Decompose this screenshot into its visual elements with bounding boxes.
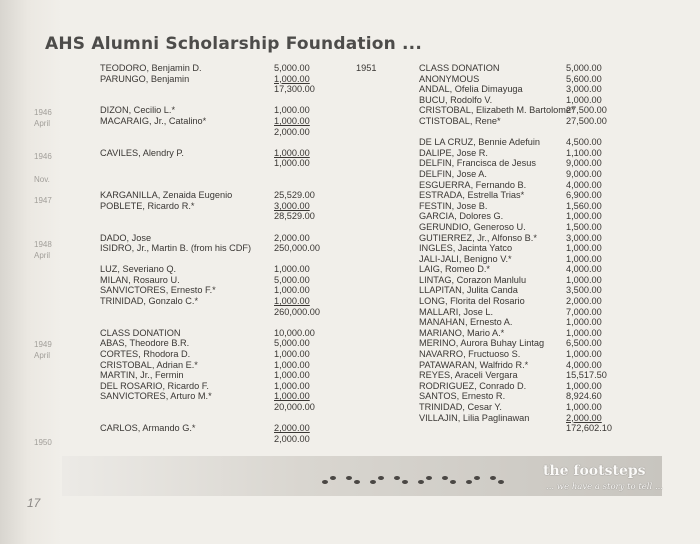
donation-amount: 1,000.00 — [566, 317, 602, 328]
donor-name: PATAWARAN, Walfrido R.* — [419, 359, 529, 370]
donor-name: LONG, Florita del Rosario — [419, 296, 525, 307]
page-title: AHS Alumni Scholarship Foundation ... — [45, 34, 422, 54]
donation-amount: 2,000.00 — [274, 232, 310, 243]
donation-amount: 3,000.00 — [566, 232, 602, 243]
donor-name: DE LA CRUZ, Bennie Adefuin — [419, 137, 541, 148]
donation-amount: 1,000.00 — [566, 402, 602, 412]
donation-amount: 1,000.00 — [274, 370, 310, 381]
donation-amount: 5,000.00 — [274, 338, 310, 349]
donor-name: TEODORO, Benjamin D. — [100, 63, 202, 73]
left-donation-amounts — [274, 63, 344, 444]
donation-amount: 3,000.00 — [566, 84, 602, 95]
donation-amount: 1,000.00 — [566, 274, 602, 285]
donation-amount: 2,000.00 — [566, 296, 602, 307]
donation-amount: 1,000.00 — [566, 253, 602, 264]
footer-brand: the footsteps — [543, 463, 646, 479]
donor-name: LINTAG, Corazon Manlulu — [419, 274, 527, 285]
donation-amount: 4,000.00 — [566, 359, 602, 370]
donation-amount — [274, 169, 344, 180]
footprint-icon — [344, 473, 362, 487]
donation-amount: 1,000.00 — [274, 285, 310, 296]
donor-name: CLASS DONATION — [100, 327, 181, 338]
donor-name: LLAPITAN, Julita Canda — [419, 285, 518, 296]
donation-amount: 2,000.00 — [274, 423, 310, 434]
donor-name: ANDAL, Ofelia Dimayuga — [419, 84, 523, 95]
donation-amount: 4,000.00 — [566, 179, 602, 190]
donor-name: MACARAIG, Jr., Catalino* — [100, 115, 207, 126]
donor-name: DELFIN, Francisca de Jesus — [419, 158, 536, 169]
donation-amount: 6,500.00 — [566, 338, 602, 349]
donation-amount: 6,900.00 — [566, 190, 602, 201]
donation-amount — [274, 254, 344, 265]
page-spine-shadow — [0, 0, 62, 544]
donor-name: ESTRADA, Estrella Trias* — [419, 190, 525, 201]
donor-name: LUZ, Severiano Q. — [100, 264, 177, 275]
donor-name: MANAHAN, Ernesto A. — [419, 317, 513, 328]
right-year-label: 1951 — [356, 63, 377, 73]
donation-amount: 3,000.00 — [274, 200, 310, 211]
donor-name: DIZON, Cecilio L.* — [100, 105, 176, 116]
donor-name: FESTIN, Jose B. — [419, 200, 488, 211]
donor-name: TRINIDAD, Cesar Y. — [419, 402, 502, 412]
donor-name: CTISTOBAL, Rene* — [419, 115, 501, 126]
donor-name: MARTIN, Jr., Fermin — [100, 370, 184, 381]
donor-name — [100, 84, 280, 95]
donor-name — [100, 169, 280, 180]
donation-amount: 4,000.00 — [566, 264, 602, 275]
footprint-icon — [440, 473, 458, 487]
month-label: April — [34, 251, 51, 260]
donor-name: DELFIN, Jose A. — [419, 168, 487, 179]
donor-name — [100, 307, 280, 318]
footprint-icon — [488, 473, 506, 487]
donor-name — [100, 317, 280, 328]
donor-name: SANVICTORES, Ernesto F.* — [100, 285, 216, 296]
donor-name — [100, 413, 280, 424]
footprint-icon — [464, 473, 482, 487]
donation-amount: 1,000.00 — [566, 211, 602, 222]
donor-name: GERUNDIO, Generoso U. — [419, 221, 526, 232]
donor-name: GUTIERREZ, Jr., Alfonso B.* — [419, 232, 537, 243]
donor-name: CRISTOBAL, Adrian E.* — [100, 359, 198, 370]
subtotal-amount: 20,000.00 — [274, 402, 315, 412]
footprint-icon — [416, 473, 434, 487]
donation-amount: 1,000.00 — [566, 349, 602, 360]
donor-name: INGLES, Jacinta Yatco — [419, 243, 513, 254]
left-donor-names — [100, 63, 280, 444]
grand-total-amount: 172,602.10 — [566, 423, 612, 434]
donor-name: CORTES, Rhodora D. — [100, 349, 191, 360]
donation-amount: 9,000.00 — [566, 168, 602, 179]
donation-amount: 1,100.00 — [566, 147, 602, 158]
donation-amount: 3,500.00 — [566, 285, 602, 296]
donor-name: MARIANO, Mario A.* — [419, 327, 505, 338]
donor-name: NAVARRO, Fructuoso S. — [419, 349, 521, 360]
donation-amount — [274, 413, 344, 424]
donor-name: REYES, Araceli Vergara — [419, 370, 518, 381]
donation-amount: 1,000.00 — [566, 243, 602, 254]
subtotal-amount: 260,000.00 — [274, 306, 320, 317]
donation-amount: 15,517.50 — [566, 370, 607, 381]
donor-name — [100, 127, 280, 138]
donor-name: DADO, Jose — [100, 232, 152, 243]
year-label: 1949 — [34, 340, 52, 349]
year-label: 1946 — [34, 152, 52, 161]
donation-amount: 5,600.00 — [566, 73, 602, 84]
footprint-icon — [320, 473, 338, 487]
donor-name: PARUNGO, Benjamin — [100, 73, 190, 84]
donation-amount: 25,529.00 — [274, 190, 315, 201]
donation-amount: 1,000.00 — [274, 147, 310, 158]
donation-amount: 1,000.00 — [274, 359, 310, 370]
donation-amount: 5,000.00 — [566, 63, 602, 73]
donation-amount: 5,000.00 — [274, 274, 310, 285]
donation-amount: 1,000.00 — [566, 380, 602, 391]
donation-amount: 1,000.00 — [274, 73, 310, 84]
donor-name — [100, 434, 280, 445]
donor-name: TRINIDAD, Gonzalo C.* — [100, 296, 199, 307]
donation-amount: 1,500.00 — [566, 221, 602, 232]
donation-amount: 1,000.00 — [274, 115, 310, 126]
donor-name — [100, 402, 280, 413]
donor-name — [100, 254, 280, 265]
subtotal-amount: 17,300.00 — [274, 84, 315, 95]
donor-name: RODRIGUEZ, Conrado D. — [419, 380, 527, 391]
donation-amount: 1,560.00 — [566, 200, 602, 211]
donation-amount: 1,000.00 — [274, 105, 310, 116]
donor-name: GARCIA, Dolores G. — [419, 211, 504, 222]
donor-name: VILLAJIN, Lilia Paglinawan — [419, 412, 530, 423]
donor-name — [100, 211, 280, 222]
donation-amount: 10,000.00 — [274, 327, 315, 338]
subtotal-amount: 2,000.00 — [274, 126, 310, 137]
donation-amount: 8,924.60 — [566, 391, 602, 402]
month-label: April — [34, 119, 51, 128]
donor-name: SANVICTORES, Arturo M.* — [100, 391, 212, 402]
donor-name: MILAN, Rosauro U. — [100, 274, 180, 285]
subtotal-amount: 2,000.00 — [274, 433, 310, 444]
donor-name: MALLARI, Jose L. — [419, 306, 494, 317]
footer-tagline: ... we have a story to tell ... — [546, 482, 664, 492]
donor-name: LAIG, Romeo D.* — [419, 264, 490, 275]
month-label: Nov. — [34, 175, 50, 184]
right-donation-amounts — [566, 63, 636, 434]
donor-name: DEL ROSARIO, Ricardo F. — [100, 380, 209, 391]
year-label: 1946 — [34, 108, 52, 117]
donation-amount: 1,000.00 — [274, 380, 310, 391]
month-label: April — [34, 351, 51, 360]
donor-name: JALI-JALI, Benigno V.* — [419, 253, 512, 264]
year-label: 1950 — [34, 438, 52, 447]
donor-name: DALIPE, Jose R. — [419, 147, 488, 158]
donation-amount: 1,000.00 — [274, 296, 310, 307]
donor-name: ISIDRO, Jr., Martin B. (from his CDF) — [100, 243, 252, 254]
donation-amount: 2,000.00 — [566, 412, 602, 423]
donor-name: POBLETE, Ricardo R.* — [100, 200, 195, 211]
donor-name: CAVILES, Alendry P. — [100, 147, 184, 158]
donation-amount: 1,000.00 — [566, 327, 602, 338]
donor-name: ANONYMOUS — [419, 73, 480, 84]
donor-name: CARLOS, Armando G.* — [100, 423, 196, 434]
donation-amount: 250,000.00 — [274, 243, 320, 254]
right-donor-names — [419, 63, 579, 423]
donation-amount: 7,000.00 — [566, 306, 602, 317]
donor-name: BUCU, Rodolfo V. — [419, 94, 493, 105]
donor-name: KARGANILLA, Zenaida Eugenio — [100, 190, 233, 201]
donation-amount: 27,500.00 — [566, 105, 607, 116]
page-number: 17 — [27, 496, 41, 510]
year-label: 1947 — [34, 196, 52, 205]
footprint-icon — [392, 473, 410, 487]
donor-name: SANTOS, Ernesto R. — [419, 391, 506, 402]
donation-amount — [274, 317, 344, 328]
year-label: 1948 — [34, 240, 52, 249]
donor-name — [100, 158, 280, 169]
subtotal-amount: 28,529.00 — [274, 211, 315, 222]
footprint-icon — [368, 473, 386, 487]
donation-amount: 27,500.00 — [566, 115, 607, 126]
donation-amount: 5,000.00 — [274, 63, 310, 73]
donation-amount: 9,000.00 — [566, 158, 602, 169]
footprints-decoration — [320, 468, 530, 492]
donation-amount: 1,000.00 — [274, 349, 310, 360]
subtotal-amount: 1,000.00 — [274, 158, 310, 169]
donor-name: ABAS, Theodore B.R. — [100, 338, 190, 349]
donation-amount: 1,000.00 — [274, 391, 310, 402]
donation-amount: 1,000.00 — [566, 94, 602, 105]
donation-amount: 4,500.00 — [566, 137, 602, 148]
donor-name: CRISTOBAL, Elizabeth M. Bartolome* — [419, 105, 575, 116]
donor-name: MERINO, Aurora Buhay Lintag — [419, 338, 545, 349]
donor-name: ESGUERRA, Fernando B. — [419, 179, 527, 190]
donor-name: CLASS DONATION — [419, 63, 500, 73]
donation-amount: 1,000.00 — [274, 264, 310, 275]
